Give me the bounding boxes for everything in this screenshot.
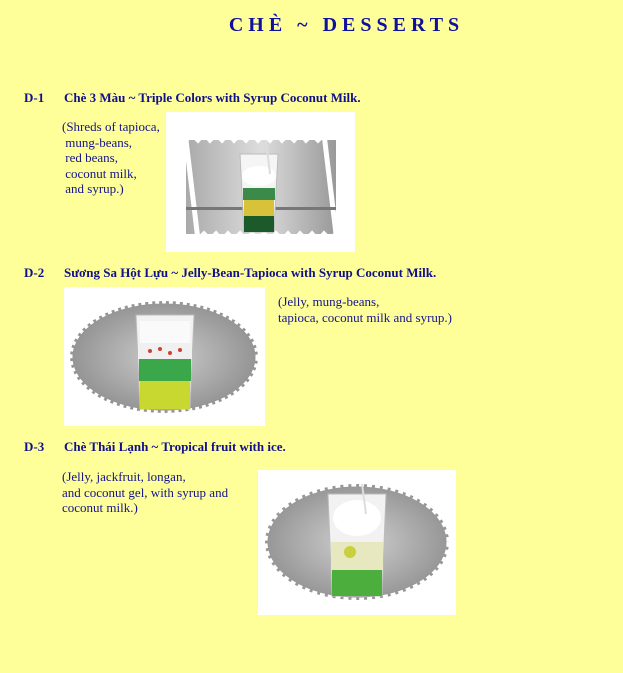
dessert-glass-photo-icon	[64, 287, 265, 426]
item-description: (Jelly, jackfruit, longan, and coconut gel, with syrup and coconut milk.)	[62, 469, 229, 515]
item-description: (Shreds of tapioca, mung-beans, red beans, coconut milk, and syrup.)	[62, 119, 160, 196]
item-code: D-3	[24, 439, 45, 454]
dessert-photo-d3	[258, 470, 456, 615]
item-description: (Jelly, mung-beans, tapioca, coconut milk and syrup.)	[278, 294, 453, 325]
item-name: Chè Thái Lạnh ~ Tropical fruit with ice.	[64, 439, 286, 454]
dessert-photo-d2	[64, 287, 265, 426]
dessert-photo-d1	[166, 112, 355, 252]
item-name: Chè 3 Màu ~ Triple Colors with Syrup Coconut Milk.	[64, 90, 361, 105]
item-name: Sương Sa Hột Lựu ~ Jelly-Bean-Tapioca with Syrup Coconut Milk.	[64, 265, 437, 280]
dessert-glass-photo-icon	[166, 112, 355, 252]
page-title: CHÈ ~ DESSERTS	[228, 14, 465, 36]
dessert-glass-photo-icon	[258, 470, 456, 615]
item-code: D-1	[24, 90, 45, 105]
item-code: D-2	[24, 265, 45, 280]
